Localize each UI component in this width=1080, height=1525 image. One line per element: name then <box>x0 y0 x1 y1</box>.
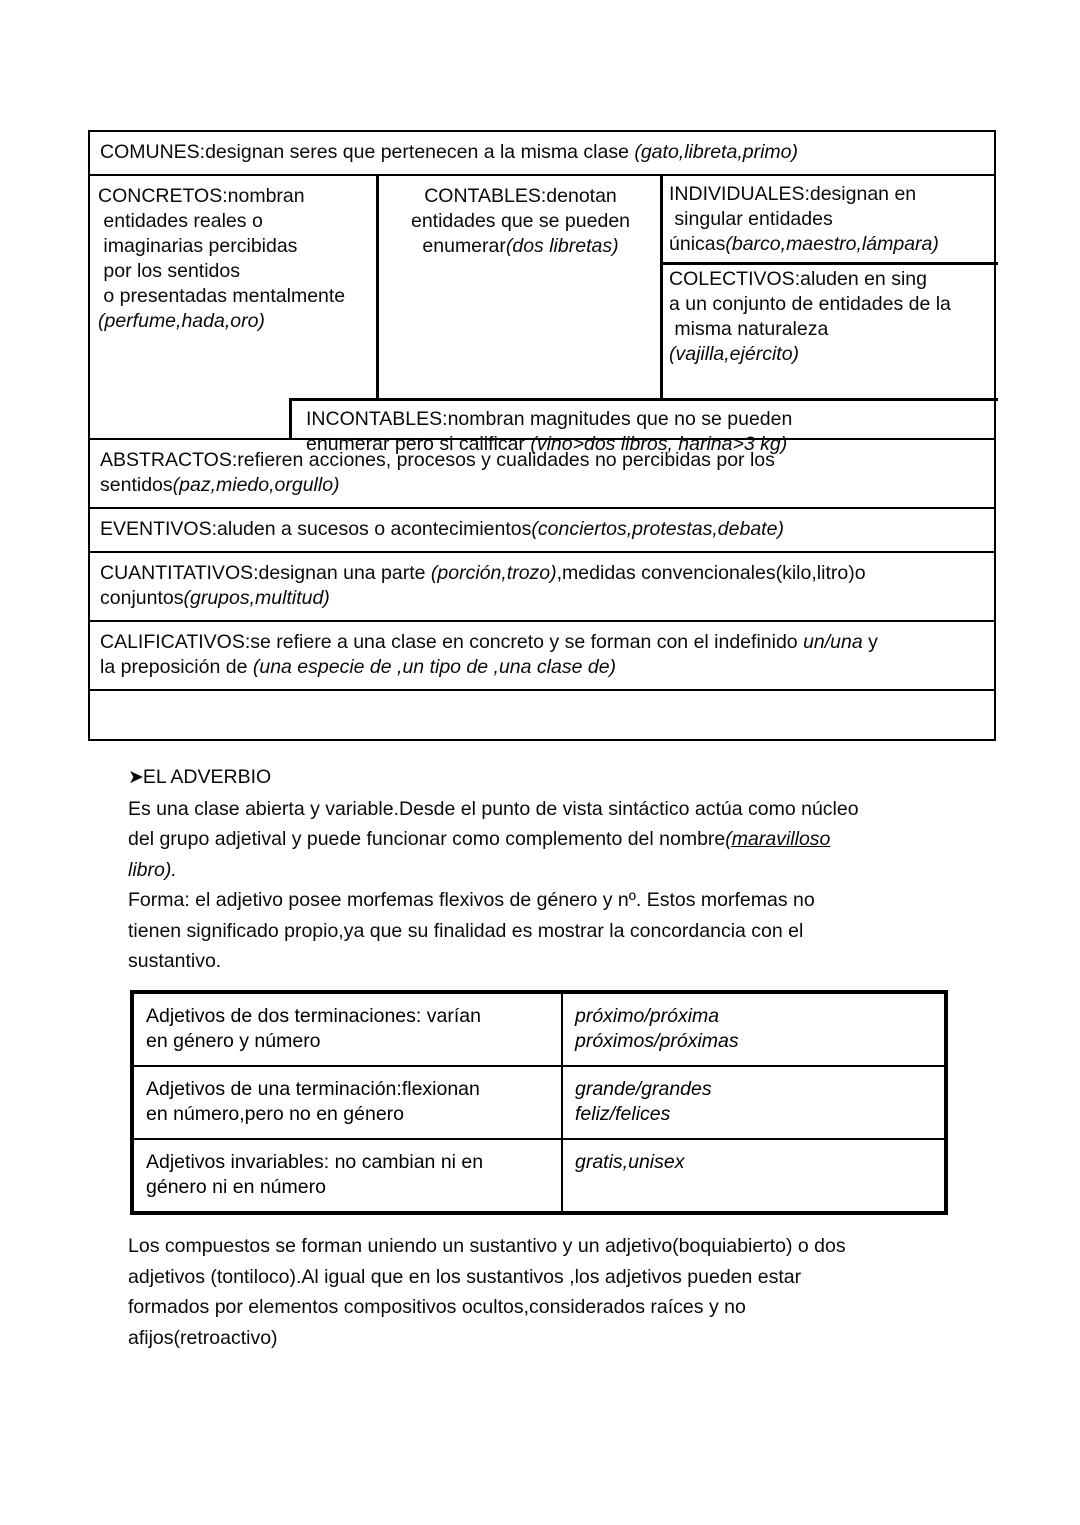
comunes-example: (gato,libreta,primo) <box>634 141 798 163</box>
concretos-line-5: o presentadas mentalmente <box>98 285 346 307</box>
adjective-desc-line-1: Adjetivos de dos terminaciones: varían <box>146 1005 481 1027</box>
abstractos-line-2: sentidos(paz,miedo,orgullo) <box>100 474 340 496</box>
adverb-section <box>128 762 968 977</box>
contables-example: (dos libretas) <box>505 235 619 257</box>
table-row-cuantitativos <box>90 553 994 622</box>
adjective-description-cell <box>133 993 562 1066</box>
adjective-example-cell <box>562 1066 945 1139</box>
adverb-para2-line2: tienen significado propio,ya que su finalidad es mostrar la concordancia con el <box>128 919 804 942</box>
compounds-line-2: adjetivos (tontiloco).Al igual que en los sustantivos ,los adjetivos pueden estar <box>128 1265 802 1288</box>
adverb-para1-line3 <box>128 855 968 886</box>
adverb-para2-line1: Forma: el adjetivo posee morfemas flexivos de género y nº. Estos morfemas no <box>128 889 815 911</box>
compounds-line-4: afijos(retroactivo) <box>128 1326 278 1349</box>
adjective-example-line-1: grande/grandes <box>575 1078 712 1100</box>
adjective-description-cell <box>133 1066 562 1139</box>
concretos-line-4: por los sentidos <box>98 260 240 282</box>
calificativos-line-1: CALIFICATIVOS:se refiere a una clase en concreto y se forman con el indefinido un/una y <box>100 631 878 653</box>
individuales-line-1: INDIVIDUALES:designan en <box>669 183 917 205</box>
contables-line-1: CONTABLES:denotan <box>424 185 617 207</box>
concretos-line-2: entidades reales o <box>98 210 263 232</box>
adjective-example-line-2: próximos/próximas <box>575 1030 739 1052</box>
cell-contables <box>380 176 661 259</box>
adjective-example-line-2 <box>575 1175 934 1200</box>
abstractos-line-1: ABSTRACTOS:refieren acciones, procesos y cualidades no percibidas por los <box>100 449 775 471</box>
adverb-heading-label: EL ADVERBIO <box>142 766 272 788</box>
adjective-example-cell <box>562 993 945 1066</box>
concretos-example: (perfume,hada,oro) <box>98 310 265 332</box>
cuantitativos-line-1: CUANTITATIVOS:designan una parte (porción,trozo),medidas convencionales(kilo,litro)o <box>100 562 866 584</box>
adjective-example-cell <box>562 1139 945 1212</box>
adjective-desc-line-2: en género y número <box>146 1030 321 1052</box>
table-row <box>133 993 945 1066</box>
adverb-para1-line2: del grupo adjetival y puede funcionar como complemento del nombre(maravilloso <box>128 828 831 850</box>
adjective-example-line-1: próximo/próxima <box>575 1005 720 1027</box>
table-row-calificativos <box>90 622 994 691</box>
incontables-line-1: INCONTABLES:nombran magnitudes que no se pueden <box>306 408 793 430</box>
adjective-example-line-2: feliz/felices <box>575 1103 671 1125</box>
individuales-line-2: singular entidades <box>669 208 833 230</box>
concretos-line-3: imaginarias percibidas <box>98 235 298 257</box>
arrow-bullet-icon: ➤ <box>128 767 143 788</box>
table-row <box>133 1066 945 1139</box>
abstractos-example: (paz,miedo,orgullo) <box>172 474 340 496</box>
contables-line-3: enumerar(dos libretas) <box>422 235 619 257</box>
colectivos-line-3: misma naturaleza <box>669 318 829 340</box>
adverb-para2-line3: sustantivo. <box>128 950 222 972</box>
adjective-desc-line-1: Adjetivos de una terminación:flexionan <box>146 1078 480 1100</box>
compounds-line-1: Los compuestos se forman uniendo un sustantivo y un adjetivo(boquiabierto) o dos <box>128 1235 846 1257</box>
adjectives-table <box>130 990 948 1215</box>
eventivos-example: (conciertos,protestas,debate) <box>531 518 784 540</box>
adjective-desc-line-2: género ni en número <box>146 1176 326 1198</box>
table-row <box>133 1139 945 1212</box>
incontables-example: (vino>dos libros, harina>3 kg) <box>530 433 788 455</box>
colectivos-line-1: COLECTIVOS:aluden en sing <box>669 268 927 290</box>
adverb-para1-line1: Es una clase abierta y variable.Desde el punto de vista sintáctico actúa como núcleo <box>128 797 859 820</box>
colectivos-example: (vajilla,ejército) <box>669 343 800 365</box>
comunes-label: COMUNES:designan seres que pertenecen a la misma clase <box>100 141 629 163</box>
cell-concretos <box>90 176 378 334</box>
compounds-section <box>128 1231 968 1353</box>
cell-colectivos <box>663 265 994 367</box>
adjective-desc-line-2: en número,pero no en género <box>146 1103 405 1125</box>
nouns-classification-table <box>88 130 996 741</box>
adverb-example-part1: (maravilloso <box>725 828 831 850</box>
table-row-empty <box>90 691 994 739</box>
adjective-description-cell <box>133 1139 562 1212</box>
adjective-desc-line-1: Adjetivos invariables: no cambian ni en <box>146 1151 484 1173</box>
adverb-example-part2: libro). <box>128 858 177 881</box>
compounds-line-3: formados por elementos compositivos ocultos,considerados raíces y no <box>128 1296 746 1318</box>
adverb-heading <box>128 762 968 794</box>
eventivos-label: EVENTIVOS:aluden a sucesos o acontecimientos <box>100 518 532 540</box>
concretos-line-1: CONCRETOS:nombran <box>98 185 305 207</box>
individuales-example: (barco,maestro,lámpara) <box>725 233 939 255</box>
table-row-comunes <box>90 132 994 176</box>
cell-incontables <box>289 398 998 455</box>
adjective-example-line-1: gratis,unisex <box>575 1151 685 1173</box>
cuantitativos-line-2: conjuntos(grupos,multitud) <box>100 587 330 609</box>
table-row-concretos-group <box>90 176 994 455</box>
table-row-eventivos <box>90 509 994 553</box>
calificativos-line-2: la preposición de (una especie de ,un tipo de ,una clase de) <box>100 656 617 678</box>
cell-individuales <box>663 176 994 257</box>
individuales-line-3: únicas(barco,maestro,lámpara) <box>669 233 939 255</box>
colectivos-line-2: a un conjunto de entidades de la <box>669 293 951 315</box>
contables-line-2: entidades que se pueden <box>410 210 631 232</box>
incontables-line-2: enumerar pero si calificar (vino>dos libros, harina>3 kg) <box>306 433 788 455</box>
